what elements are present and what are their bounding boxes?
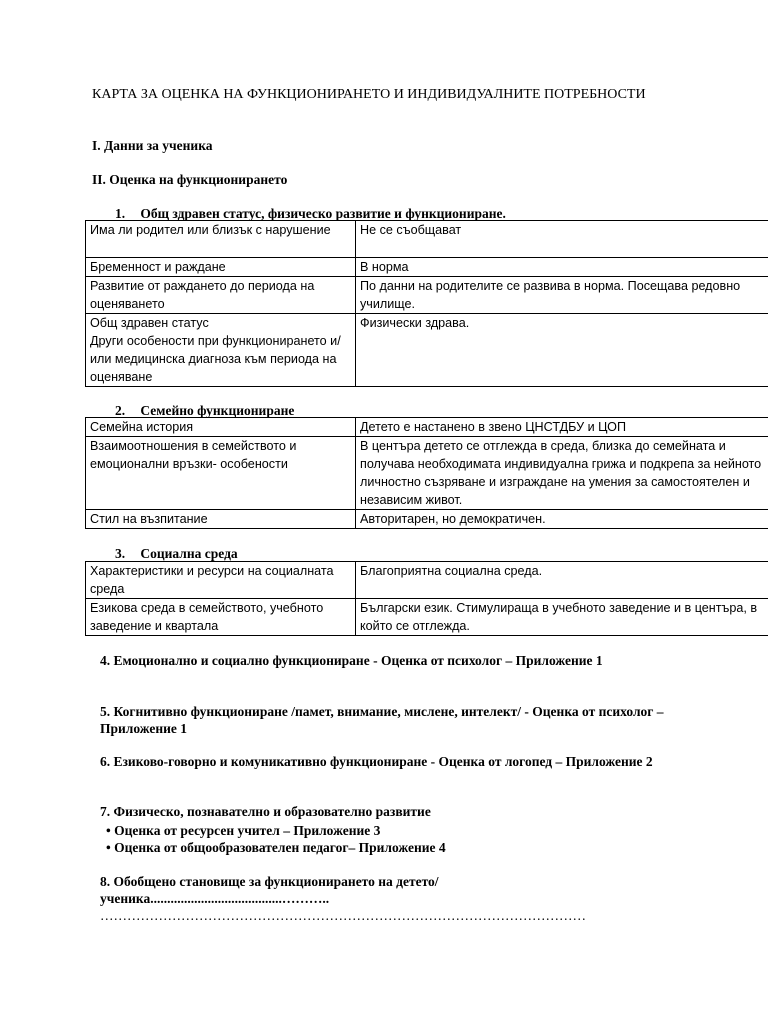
row-value: В норма [356,258,768,277]
block1-title: Общ здравен статус, физическо развитие и функциониране. [140,206,506,221]
table-row [86,510,768,529]
row-value: По данни на родителите се развива в норма. Посещава редовно училище. [356,277,768,314]
row-label: Характеристики и ресурси на социалната среда [86,562,356,599]
item-emotional-social: 4. Емоционално и социално функциониране - Оценка от психолог – Приложение 1 [100,653,603,668]
table-row [86,258,768,277]
row-value: Български език. Стимулираща в учебното заведение и в центъра, в който се отглежда. [356,599,768,636]
block1-number: 1. [115,206,126,221]
table-row [86,221,768,258]
family-functioning-table [85,417,768,529]
block3-number: 3. [115,546,126,561]
row-label: Бременност и раждане [86,258,356,277]
bullet-general-teacher [106,839,446,856]
social-environment-table [85,561,768,636]
item-summary-opinion: 8. Обобщено становище за функционирането на детето/ученика.......................................……….. [100,874,439,906]
row-label: Общ здравен статус Други особености при функционирането и/или медицинска диагноза към периода на оценяване [86,314,356,387]
bullet-text: Оценка от ресурсен учител – Приложение 3 [114,823,381,838]
row-value: В центъра детето се отглежда в среда, близка до семейната и получава необходимата индивидуална грижа и подкрепа за нейното личностно съзряване и изграждане на умения за самостоятелен и независим живот. [356,437,768,510]
bullet-text: Оценка от общообразователен педагог– Приложение 4 [114,840,446,855]
block3-title: Социална среда [140,546,238,561]
row-label: Семейна история [86,418,356,437]
summary-fill-line: ……………………………………………………………………………………………… [100,908,586,923]
row-value: Благоприятна социална среда. [356,562,768,599]
table-row [86,418,768,437]
row-value: Авторитарен, но демократичен. [356,510,768,529]
health-status-table [85,220,768,387]
document-title: КАРТА ЗА ОЦЕНКА НА ФУНКЦИОНИРАНЕТО И ИНДИВИДУАЛНИТЕ ПОТРЕБНОСТИ [92,87,646,102]
row-value: Детето е настанено в звено ЦНСТДБУ и ЦОП [356,418,768,437]
section-functioning-assessment: II. Оценка на функционирането [92,172,288,187]
section-student-data: I. Данни за ученика [92,138,213,153]
bullet-icon: • [106,840,111,855]
block2-number: 2. [115,403,126,418]
row-label: Развитие от раждането до периода на оценяването [86,277,356,314]
bullet-resource-teacher [106,822,380,839]
item-cognitive: 5. Когнитивно функциониране /памет, внимание, мислене, интелект/ - Оценка от психолог – Приложение 1 [100,704,664,736]
table-row [86,599,768,636]
item-development: 7. Физическо, познавателно и образователно развитие [100,804,431,819]
row-label: Стил на възпитание [86,510,356,529]
item-speech-language: 6. Езиково-говорно и комуникативно функциониране - Оценка от логопед – Приложение 2 [100,754,653,769]
block2-title: Семейно функциониране [140,403,295,418]
row-label: Взаимоотношения в семейството и емоционални връзки- особености [86,437,356,510]
row-label: Има ли родител или близък с нарушение [86,221,356,258]
table-row [86,314,768,387]
row-value: Не се съобщават [356,221,768,258]
table-row [86,277,768,314]
row-label: Езикова среда в семейството, учебното заведение и квартала [86,599,356,636]
bullet-icon: • [106,823,111,838]
table-row [86,437,768,510]
table-row [86,562,768,599]
block3-heading [115,545,238,562]
row-value: Физически здрава. [356,314,768,387]
